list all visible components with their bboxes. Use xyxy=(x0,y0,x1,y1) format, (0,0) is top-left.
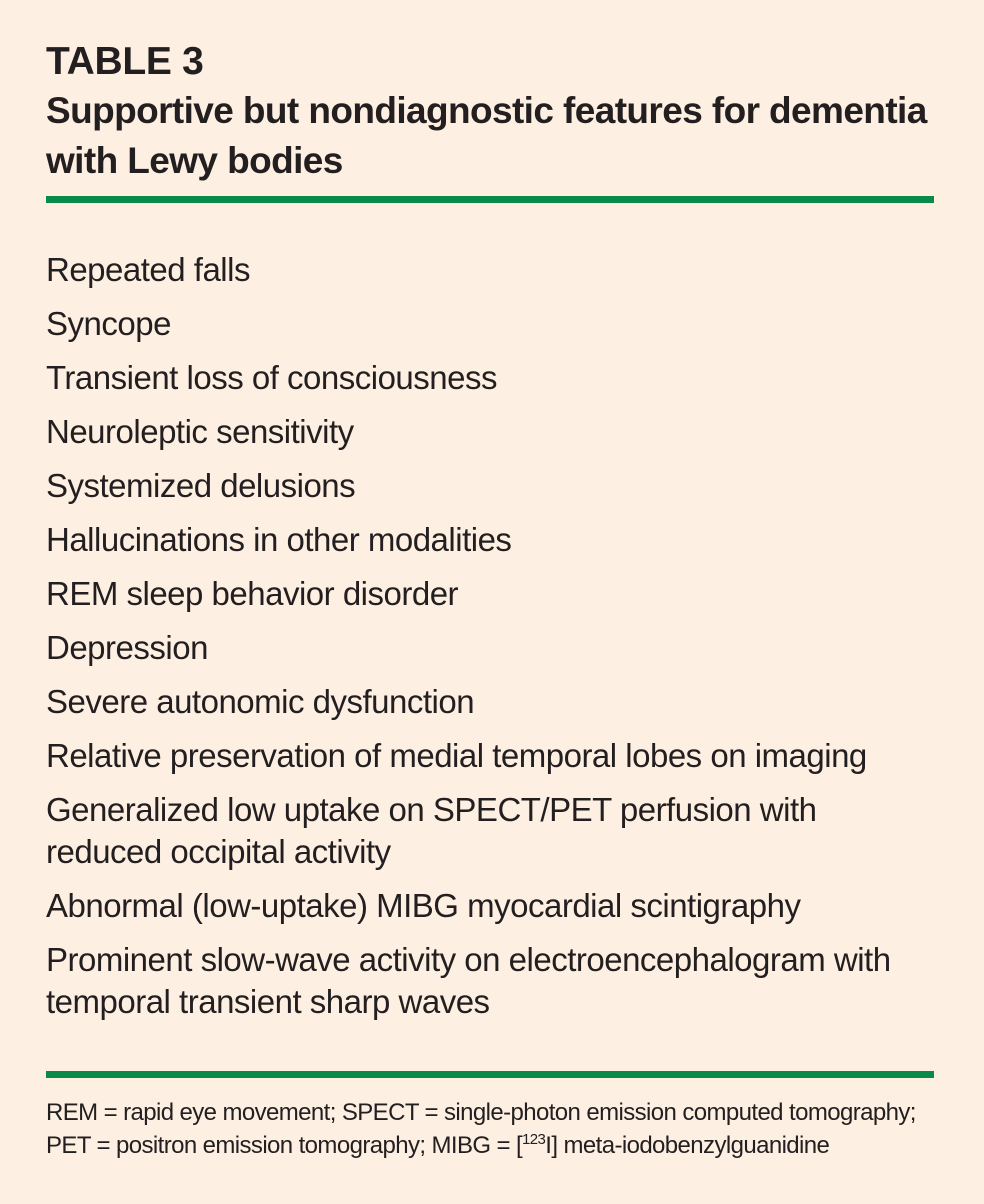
list-item: Transient loss of consciousness xyxy=(46,359,497,396)
footnote-superscript: 123 xyxy=(522,1131,546,1148)
bottom-rule xyxy=(46,1071,934,1078)
list-item: Abnormal (low-uptake) MIBG myocardial scintigraphy xyxy=(46,887,801,924)
feature-list xyxy=(46,249,936,1023)
list-item: Syncope xyxy=(46,305,171,342)
top-rule xyxy=(46,196,934,203)
list-item: Neuroleptic sensitivity xyxy=(46,413,354,450)
list-item: Hallucinations in other modalities xyxy=(46,521,512,558)
list-item: REM sleep behavior disorder xyxy=(46,575,459,612)
list-item: Depression xyxy=(46,629,208,666)
footnote-line-2-prefix: PET = positron emission tomography; MIBG = [ xyxy=(46,1132,523,1159)
footnote-line-1: REM = rapid eye movement; SPECT = single-photon emission computed tomography; xyxy=(46,1099,916,1126)
footnote-line-2-suffix: I] meta-iodobenzylguanidine xyxy=(545,1132,830,1159)
list-item: Severe autonomic dysfunction xyxy=(46,683,475,720)
table-label: TABLE 3 xyxy=(46,40,204,83)
list-item: Relative preservation of medial temporal lobes on imaging xyxy=(46,737,867,774)
list-item: Generalized low uptake on SPECT/PET perfusion with reduced occipital activity xyxy=(46,791,817,870)
list-item: Prominent slow-wave activity on electroencephalogram with temporal transient sharp waves xyxy=(46,941,891,1020)
footnote xyxy=(46,1096,946,1162)
table-title: Supportive but nondiagnostic features for dementia with Lewy bodies xyxy=(46,90,927,181)
list-item: Systemized delusions xyxy=(46,467,356,504)
list-item: Repeated falls xyxy=(46,251,250,288)
